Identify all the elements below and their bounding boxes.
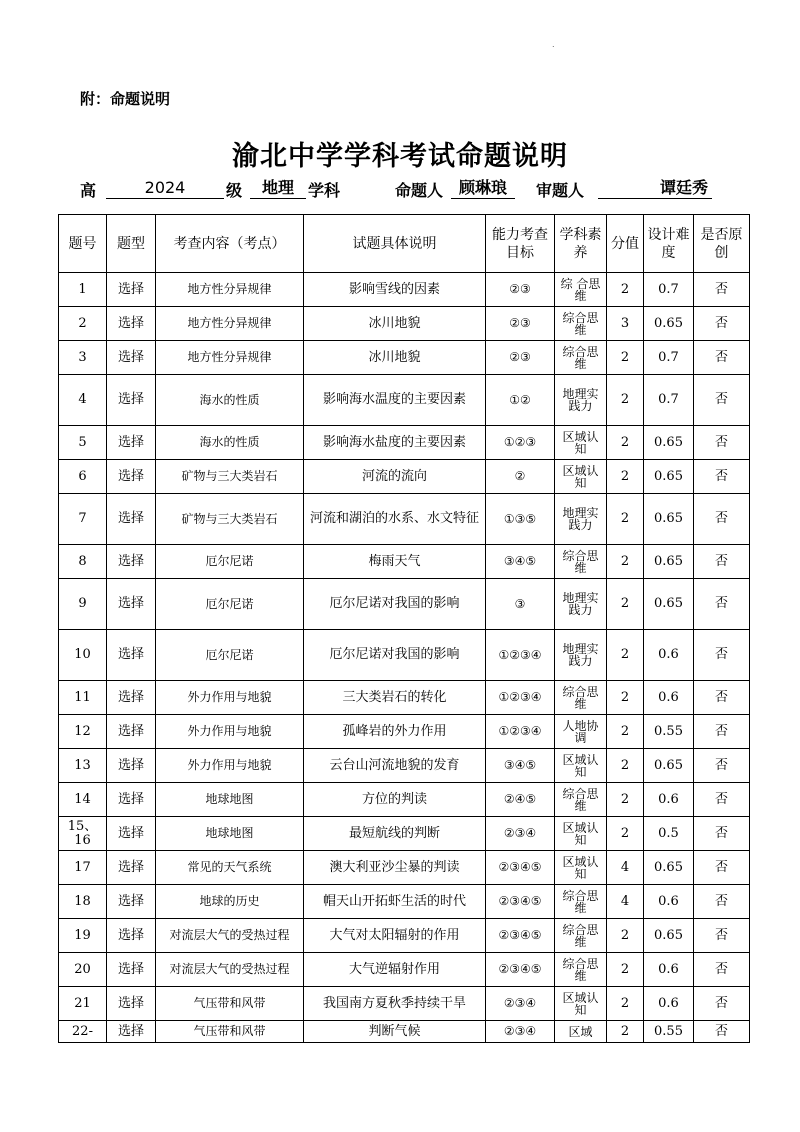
- table-row: [59, 494, 750, 545]
- cell-desc: 影响海水盐度的主要因素: [304, 426, 486, 460]
- scan-dot: .: [552, 40, 555, 49]
- cell-topic: 地方性分异规律: [156, 341, 304, 375]
- cell-ability: ②③: [486, 341, 555, 375]
- header-topic: 考查内容（考点）: [156, 215, 304, 273]
- cell-literacy: 地理实践力: [555, 630, 607, 681]
- cell-desc: 澳大利亚沙尘暴的判读: [304, 851, 486, 885]
- table-row: [59, 1021, 750, 1043]
- table-row: [59, 579, 750, 630]
- cell-literacy: 综合思维: [555, 919, 607, 953]
- cell-ability: ①②③④: [486, 630, 555, 681]
- cell-topic: 厄尔尼诺: [156, 579, 304, 630]
- cell-ability: ①②③④: [486, 681, 555, 715]
- cell-no: 6: [59, 460, 107, 494]
- grade-suffix: 级: [226, 181, 243, 200]
- cell-no: 11: [59, 681, 107, 715]
- appendix-label: 附：命题说明: [80, 90, 171, 108]
- year-field: [106, 178, 224, 199]
- cell-score: 2: [607, 749, 644, 783]
- cell-literacy: 综合思维: [555, 953, 607, 987]
- header-difficulty: 设计难度: [644, 215, 694, 273]
- table-row: [59, 987, 750, 1021]
- cell-desc: 孤峰岩的外力作用: [304, 715, 486, 749]
- cell-no: 4: [59, 375, 107, 426]
- cell-literacy: 综合思维: [555, 341, 607, 375]
- table-row: [59, 851, 750, 885]
- cell-type: 选择: [107, 460, 156, 494]
- cell-original: 否: [694, 545, 750, 579]
- cell-literacy: 综合思维: [555, 545, 607, 579]
- cell-desc: 方位的判读: [304, 783, 486, 817]
- cell-original: 否: [694, 494, 750, 545]
- cell-original: 否: [694, 375, 750, 426]
- cell-desc: 判断气候: [304, 1021, 486, 1043]
- cell-literacy: 区域认知: [555, 426, 607, 460]
- cell-topic: 对流层大气的受热过程: [156, 919, 304, 953]
- cell-desc: 影响雪线的因素: [304, 273, 486, 307]
- cell-difficulty: 0.7: [644, 341, 694, 375]
- cell-type: 选择: [107, 817, 156, 851]
- cell-type: 选择: [107, 851, 156, 885]
- header-ability: 能力考查目标: [486, 215, 555, 273]
- cell-type: 选择: [107, 307, 156, 341]
- cell-literacy: 综合思维: [555, 681, 607, 715]
- cell-difficulty: 0.7: [644, 375, 694, 426]
- cell-no: 20: [59, 953, 107, 987]
- reviewer-value: 谭廷秀: [659, 178, 708, 197]
- cell-difficulty: 0.65: [644, 426, 694, 460]
- cell-original: 否: [694, 749, 750, 783]
- cell-topic: 厄尔尼诺: [156, 545, 304, 579]
- cell-score: 2: [607, 1021, 644, 1043]
- year-value: 2024: [144, 178, 186, 197]
- cell-type: 选择: [107, 375, 156, 426]
- cell-difficulty: 0.65: [644, 851, 694, 885]
- cell-no: 10: [59, 630, 107, 681]
- cell-score: 2: [607, 341, 644, 375]
- cell-topic: 矿物与三大类岩石: [156, 460, 304, 494]
- cell-difficulty: 0.65: [644, 460, 694, 494]
- table-row: [59, 273, 750, 307]
- cell-topic: 地方性分异规律: [156, 273, 304, 307]
- cell-literacy: 地理实践力: [555, 494, 607, 545]
- cell-ability: ①③⑤: [486, 494, 555, 545]
- cell-type: 选择: [107, 783, 156, 817]
- cell-ability: ①②③④: [486, 715, 555, 749]
- cell-original: 否: [694, 273, 750, 307]
- cell-difficulty: 0.55: [644, 715, 694, 749]
- cell-topic: 地方性分异规律: [156, 307, 304, 341]
- cell-no: 7: [59, 494, 107, 545]
- cell-topic: 气压带和风带: [156, 1021, 304, 1043]
- cell-type: 选择: [107, 341, 156, 375]
- cell-no: 9: [59, 579, 107, 630]
- cell-no: 15、16: [59, 817, 107, 851]
- cell-original: 否: [694, 817, 750, 851]
- header-desc: 试题具体说明: [304, 215, 486, 273]
- cell-difficulty: 0.6: [644, 885, 694, 919]
- cell-type: 选择: [107, 749, 156, 783]
- cell-type: 选择: [107, 885, 156, 919]
- cell-topic: 气压带和风带: [156, 987, 304, 1021]
- setter-label: 命题人: [395, 181, 444, 200]
- cell-ability: ③: [486, 579, 555, 630]
- cell-literacy: 区域认知: [555, 749, 607, 783]
- table-body: [59, 273, 750, 1043]
- cell-original: 否: [694, 630, 750, 681]
- cell-original: 否: [694, 341, 750, 375]
- cell-difficulty: 0.7: [644, 273, 694, 307]
- cell-difficulty: 0.65: [644, 307, 694, 341]
- info-line: [80, 178, 720, 202]
- cell-original: 否: [694, 307, 750, 341]
- table-row: [59, 783, 750, 817]
- cell-original: 否: [694, 783, 750, 817]
- cell-desc: 梅雨天气: [304, 545, 486, 579]
- cell-no: 18: [59, 885, 107, 919]
- cell-difficulty: 0.55: [644, 1021, 694, 1043]
- cell-type: 选择: [107, 494, 156, 545]
- table-row: [59, 919, 750, 953]
- cell-score: 2: [607, 426, 644, 460]
- table-header-row: [59, 215, 750, 273]
- cell-no: 1: [59, 273, 107, 307]
- cell-literacy: 区域认知: [555, 817, 607, 851]
- cell-desc: 帽天山开拓虾生活的时代: [304, 885, 486, 919]
- cell-type: 选择: [107, 987, 156, 1021]
- cell-score: 2: [607, 987, 644, 1021]
- cell-topic: 海水的性质: [156, 426, 304, 460]
- table-row: [59, 341, 750, 375]
- subject-suffix: 学科: [308, 181, 341, 200]
- document-title: 渝北中学学科考试命题说明: [232, 141, 568, 172]
- cell-type: 选择: [107, 953, 156, 987]
- header-literacy: 学科素养: [555, 215, 607, 273]
- header-no: 题号: [59, 215, 107, 273]
- cell-literacy: 地理实践力: [555, 375, 607, 426]
- cell-type: 选择: [107, 1021, 156, 1043]
- cell-desc: 影响海水温度的主要因素: [304, 375, 486, 426]
- cell-no: 17: [59, 851, 107, 885]
- cell-ability: ②④⑤: [486, 783, 555, 817]
- table-row: [59, 545, 750, 579]
- cell-literacy: 人地协调: [555, 715, 607, 749]
- cell-no: 2: [59, 307, 107, 341]
- cell-score: 2: [607, 783, 644, 817]
- cell-topic: 地球地图: [156, 783, 304, 817]
- cell-desc: 大气对太阳辐射的作用: [304, 919, 486, 953]
- cell-difficulty: 0.6: [644, 783, 694, 817]
- table-row: [59, 817, 750, 851]
- cell-type: 选择: [107, 426, 156, 460]
- table-row: [59, 307, 750, 341]
- cell-score: 4: [607, 885, 644, 919]
- cell-type: 选择: [107, 681, 156, 715]
- table-row: [59, 953, 750, 987]
- grade-prefix: 高: [80, 181, 97, 200]
- header-score: 分值: [607, 215, 644, 273]
- cell-no: 13: [59, 749, 107, 783]
- cell-score: 2: [607, 460, 644, 494]
- cell-literacy: 综合思维: [555, 885, 607, 919]
- cell-ability: ③④⑤: [486, 545, 555, 579]
- cell-difficulty: 0.65: [644, 749, 694, 783]
- cell-score: 2: [607, 273, 644, 307]
- subject-value: 地理: [261, 178, 294, 197]
- cell-no: 12: [59, 715, 107, 749]
- cell-no: 22-: [59, 1021, 107, 1043]
- setter-value: 顾琳琅: [458, 178, 507, 197]
- cell-desc: 河流的流向: [304, 460, 486, 494]
- cell-score: 2: [607, 375, 644, 426]
- cell-no: 19: [59, 919, 107, 953]
- cell-score: 2: [607, 630, 644, 681]
- reviewer-field: [598, 178, 712, 199]
- cell-difficulty: 0.65: [644, 579, 694, 630]
- cell-difficulty: 0.6: [644, 987, 694, 1021]
- cell-difficulty: 0.6: [644, 630, 694, 681]
- cell-score: 2: [607, 545, 644, 579]
- cell-topic: 常见的天气系统: [156, 851, 304, 885]
- cell-ability: ①②: [486, 375, 555, 426]
- cell-desc: 大气逆辐射作用: [304, 953, 486, 987]
- cell-difficulty: 0.6: [644, 953, 694, 987]
- cell-score: 2: [607, 681, 644, 715]
- cell-ability: ①②③: [486, 426, 555, 460]
- cell-topic: 外力作用与地貌: [156, 715, 304, 749]
- cell-score: 2: [607, 494, 644, 545]
- cell-ability: ②③④⑤: [486, 919, 555, 953]
- table-row: [59, 885, 750, 919]
- table-row: [59, 460, 750, 494]
- cell-original: 否: [694, 885, 750, 919]
- cell-no: 21: [59, 987, 107, 1021]
- cell-no: 8: [59, 545, 107, 579]
- cell-score: 4: [607, 851, 644, 885]
- table-row: [59, 749, 750, 783]
- header-original: 是否原创: [694, 215, 750, 273]
- cell-type: 选择: [107, 579, 156, 630]
- table-row: [59, 426, 750, 460]
- table-row: [59, 681, 750, 715]
- cell-topic: 对流层大气的受热过程: [156, 953, 304, 987]
- cell-ability: ②: [486, 460, 555, 494]
- cell-ability: ②③: [486, 307, 555, 341]
- cell-ability: ②③④: [486, 987, 555, 1021]
- cell-original: 否: [694, 715, 750, 749]
- setter-field: [451, 178, 515, 199]
- subject-field: [250, 178, 306, 199]
- cell-literacy: 区域认知: [555, 460, 607, 494]
- cell-type: 选择: [107, 630, 156, 681]
- cell-literacy: 区域认知: [555, 987, 607, 1021]
- table-row: [59, 375, 750, 426]
- cell-ability: ②③④⑤: [486, 953, 555, 987]
- cell-literacy: 地理实践力: [555, 579, 607, 630]
- reviewer-label: 审题人: [536, 181, 585, 200]
- cell-original: 否: [694, 987, 750, 1021]
- cell-original: 否: [694, 1021, 750, 1043]
- cell-topic: 外力作用与地貌: [156, 681, 304, 715]
- cell-topic: 外力作用与地貌: [156, 749, 304, 783]
- cell-topic: 厄尔尼诺: [156, 630, 304, 681]
- table-row: [59, 630, 750, 681]
- cell-desc: 冰川地貌: [304, 307, 486, 341]
- cell-desc: 我国南方夏秋季持续干旱: [304, 987, 486, 1021]
- cell-original: 否: [694, 953, 750, 987]
- cell-desc: 云台山河流地貌的发育: [304, 749, 486, 783]
- cell-ability: ②③④: [486, 817, 555, 851]
- cell-original: 否: [694, 460, 750, 494]
- cell-score: 3: [607, 307, 644, 341]
- cell-no: 14: [59, 783, 107, 817]
- cell-literacy: 区域: [555, 1021, 607, 1043]
- question-table: [58, 214, 750, 1043]
- cell-ability: ②③: [486, 273, 555, 307]
- cell-score: 2: [607, 817, 644, 851]
- cell-literacy: 区域认知: [555, 851, 607, 885]
- cell-ability: ②③④: [486, 1021, 555, 1043]
- cell-type: 选择: [107, 545, 156, 579]
- cell-topic: 地球地图: [156, 817, 304, 851]
- cell-literacy: 综 合思维: [555, 273, 607, 307]
- cell-ability: ②③④⑤: [486, 885, 555, 919]
- cell-topic: 地球的历史: [156, 885, 304, 919]
- cell-topic: 海水的性质: [156, 375, 304, 426]
- cell-original: 否: [694, 579, 750, 630]
- cell-original: 否: [694, 681, 750, 715]
- cell-score: 2: [607, 715, 644, 749]
- cell-original: 否: [694, 919, 750, 953]
- table-row: [59, 715, 750, 749]
- cell-type: 选择: [107, 919, 156, 953]
- cell-original: 否: [694, 851, 750, 885]
- cell-score: 2: [607, 919, 644, 953]
- cell-score: 2: [607, 579, 644, 630]
- cell-score: 2: [607, 953, 644, 987]
- cell-desc: 冰川地貌: [304, 341, 486, 375]
- cell-no: 5: [59, 426, 107, 460]
- cell-desc: 厄尔尼诺对我国的影响: [304, 630, 486, 681]
- cell-no: 3: [59, 341, 107, 375]
- cell-difficulty: 0.5: [644, 817, 694, 851]
- header-type: 题型: [107, 215, 156, 273]
- cell-desc: 三大类岩石的转化: [304, 681, 486, 715]
- cell-ability: ③④⑤: [486, 749, 555, 783]
- cell-difficulty: 0.65: [644, 494, 694, 545]
- cell-difficulty: 0.65: [644, 545, 694, 579]
- cell-desc: 厄尔尼诺对我国的影响: [304, 579, 486, 630]
- cell-literacy: 综合思维: [555, 783, 607, 817]
- cell-type: 选择: [107, 273, 156, 307]
- cell-topic: 矿物与三大类岩石: [156, 494, 304, 545]
- cell-desc: 最短航线的判断: [304, 817, 486, 851]
- cell-difficulty: 0.6: [644, 681, 694, 715]
- cell-original: 否: [694, 426, 750, 460]
- cell-literacy: 综合思维: [555, 307, 607, 341]
- cell-difficulty: 0.65: [644, 919, 694, 953]
- cell-ability: ②③④⑤: [486, 851, 555, 885]
- cell-desc: 河流和湖泊的水系、水文特征: [304, 494, 486, 545]
- cell-type: 选择: [107, 715, 156, 749]
